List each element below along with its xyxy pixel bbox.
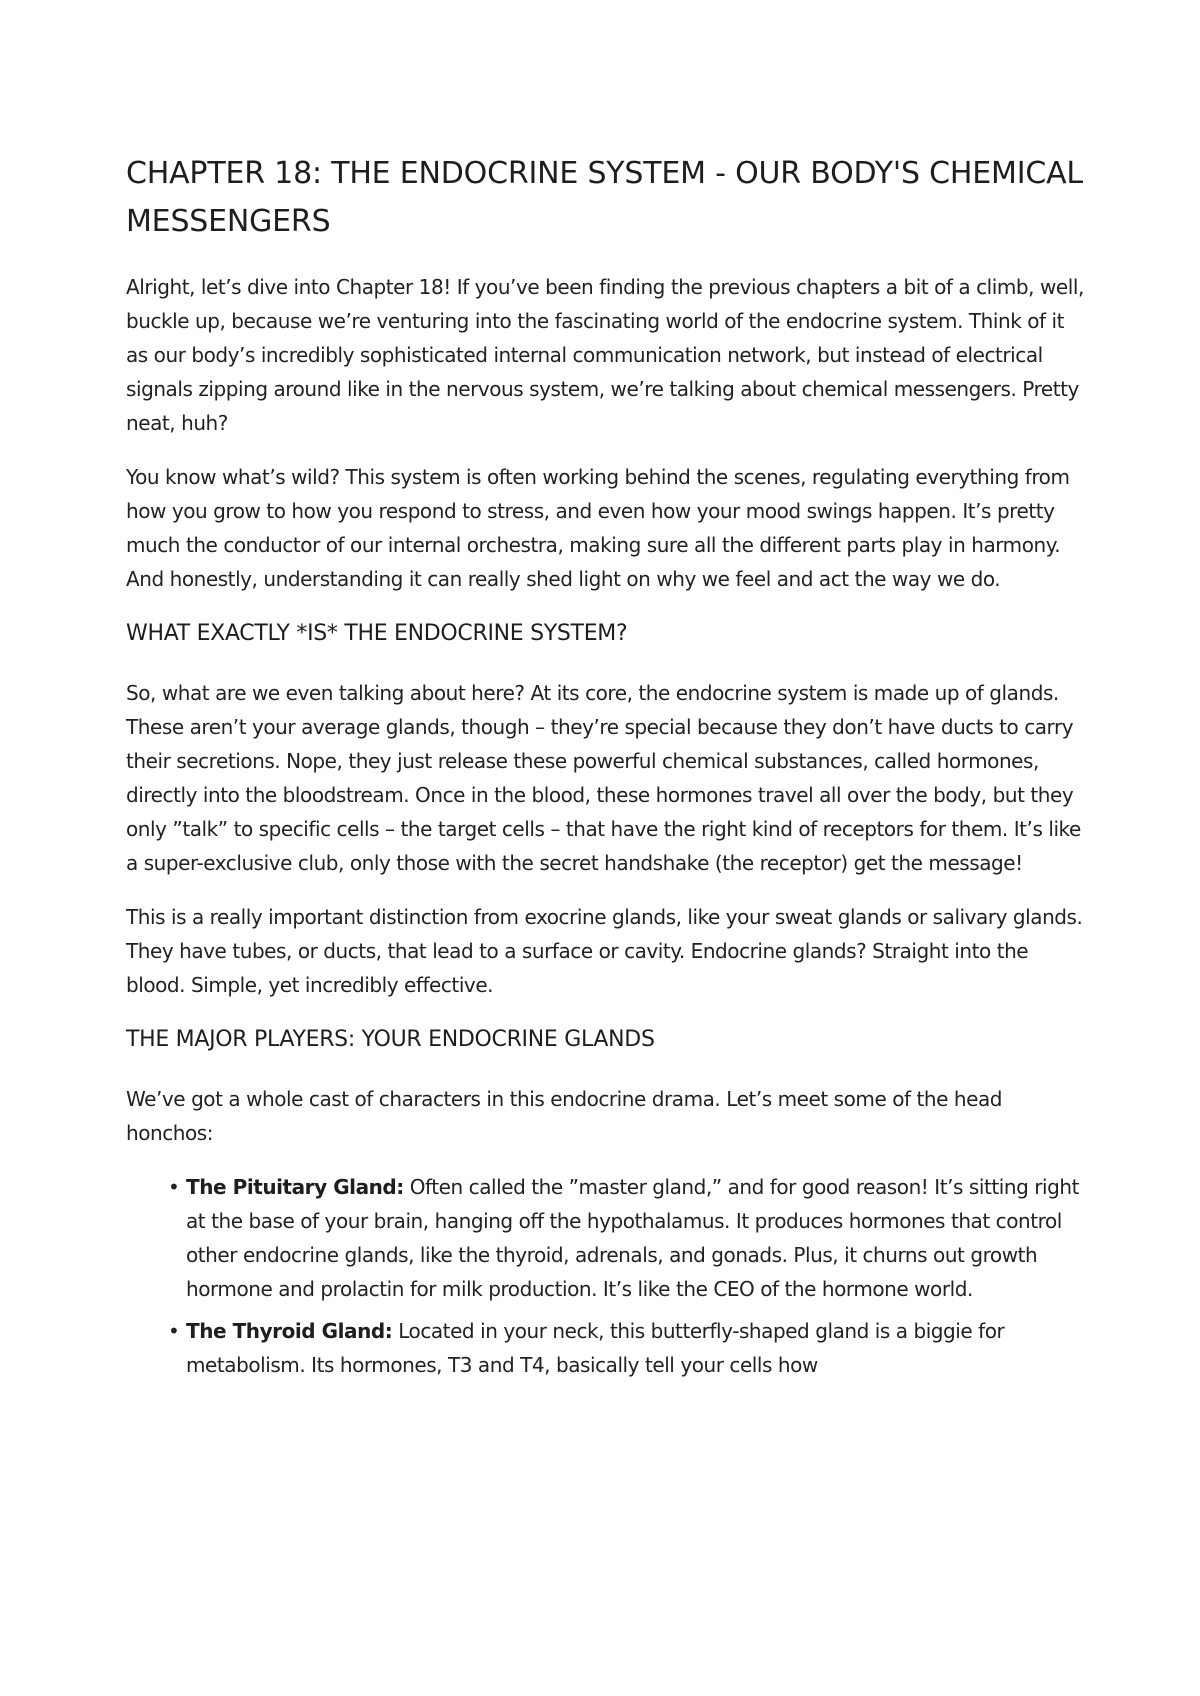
section1-paragraph-1: So, what are we even talking about here? At its core, the endocrine system is made up of glands. These aren’t your average glands, though – they’re special because they don’t have ducts to carry their secretions. Nope, they just release these powerful chemical substances, called hormones, directly into the bloodstream. Once in the blood, these hormones travel all over the body, but they only ”talk” to specific cells – the target cells – that have the right kind of receptors for them. It’s like a super-exclusive club, only those with the secret handshake (the receptor) get the message!	[126, 681, 1081, 875]
section2-intro: We’ve got a whole cast of characters in this endocrine drama. Let’s meet some of the head honchos:	[126, 1087, 1003, 1145]
chapter-title: CHAPTER 18: THE ENDOCRINE SYSTEM - OUR BODY'S CHEMICAL MESSENGERS	[126, 156, 1083, 239]
bullet-icon: •	[168, 1319, 180, 1343]
list-item-term: The Thyroid Gland:	[186, 1319, 393, 1343]
glands-list	[126, 1170, 1086, 1382]
document-page	[126, 150, 1086, 1390]
intro-paragraph-2: You know what’s wild? This system is often working behind the scenes, regulating everything from how you grow to how you respond to stress, and even how your mood swings happen. It’s pretty much the conductor of our internal orchestra, making sure all the different parts play in harmony. And honestly, understanding it can really shed light on why we feel and act the way we do.	[126, 465, 1070, 591]
intro-paragraph-1: Alright, let’s dive into Chapter 18! If you’ve been finding the previous chapters a bit of a climb, well, buckle up, because we’re venturing into the fascinating world of the endocrine system. Think of it as our body’s incredibly sophisticated internal communication network, but instead of electrical signals zipping around like in the nervous system, we’re talking about chemical messengers. Pretty neat, huh?	[126, 275, 1084, 435]
list-item-text: Located in your neck, this butterfly-shaped gland is a biggie for metabolism. Its hormones, T3 and T4, basically tell your cells how	[186, 1319, 1005, 1377]
section1-paragraph-2: This is a really important distinction from exocrine glands, like your sweat glands or salivary glands. They have tubes, or ducts, that lead to a surface or cavity. Endocrine glands? Straight into the blood. Simple, yet incredibly effective.	[126, 905, 1083, 997]
section-heading-what-is: WHAT EXACTLY *IS* THE ENDOCRINE SYSTEM?	[126, 621, 628, 646]
list-item-term: The Pituitary Gland:	[186, 1175, 404, 1199]
list-item-text: Often called the ”master gland,” and for good reason! It’s sitting right at the base of your brain, hanging off the hypothalamus. It produces hormones that control other endocrine glands, like the thyroid, adrenals, and gonads. Plus, it churns out growth hormone and prolactin for milk production. It’s like the CEO of the hormone world.	[186, 1175, 1079, 1301]
list-item-pituitary	[168, 1170, 1086, 1306]
list-item-thyroid	[168, 1314, 1086, 1382]
section-heading-major-players: THE MAJOR PLAYERS: YOUR ENDOCRINE GLANDS	[126, 1027, 655, 1052]
bullet-icon: •	[168, 1175, 180, 1199]
